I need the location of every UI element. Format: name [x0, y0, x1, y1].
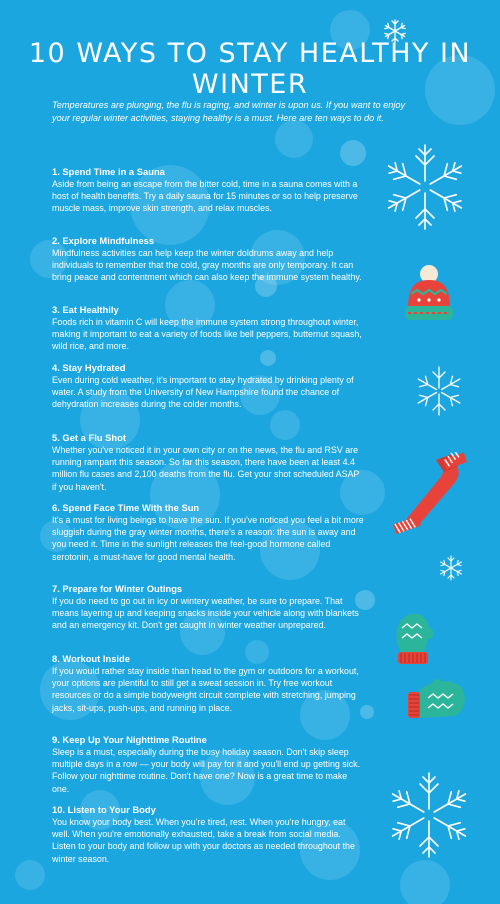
snowflake-icon — [384, 770, 474, 860]
snowflake-icon — [437, 554, 465, 582]
tip-item — [52, 432, 364, 493]
tip-body: Sleep is a must, especially during the busy holiday season. Don't skip sleep multiple days in a row — your body will pay for it and you'll end up getting sick. Follow your nighttime routine. Don't have one? Now is a great time to make one. — [52, 747, 361, 794]
mittens-icon — [406, 676, 468, 722]
tip-item — [52, 583, 364, 632]
intro-text: Temperatures are plunging, the flu is raging, and winter is upon us. If you want to enjoy your regular winter activities, staying healthy is a must. Here are ten ways to do it. — [52, 100, 406, 123]
bokeh-circle — [15, 860, 45, 890]
bokeh-circle — [275, 120, 313, 158]
page-title: 10 WAYS TO STAY HEALTHY IN WINTER — [28, 38, 472, 100]
tip-item — [52, 734, 364, 795]
snowflake-icon — [412, 364, 466, 418]
mittens-icon — [390, 606, 438, 668]
tip-body: Even during cold weather, it's important to stay hydrated by drinking plenty of water. A study from the University of New Hampshire found the chance of dehydration increases during the colder months. — [52, 375, 354, 410]
tip-body: Mindfulness activities can help keep the winter doldrums away and help individuals to remember that the cold, gray months are only temporary. It can bring peace and contentment which can also keep the immune system healthy. — [52, 248, 362, 283]
tip-title: 1. Spend Time in a Sauna — [52, 166, 165, 177]
tip-body: You know your body best. When you're tired, rest. When you're hungry, eat well. When you're emotionally exhausted, take a break from social media. Listen to your body and follow up with your doctors as needed throughout the winter season. — [52, 817, 355, 864]
tip-title: 4. Stay Hydrated — [52, 362, 126, 373]
bokeh-circle — [340, 140, 366, 166]
tip-title: 7. Prepare for Winter Outings — [52, 583, 183, 594]
tip-item — [52, 362, 364, 411]
tip-title: 9. Keep Up Your Nighttime Routine — [52, 734, 207, 745]
tip-title: 8. Workout Inside — [52, 653, 130, 664]
tip-title: 2. Explore Mindfulness — [52, 235, 155, 246]
tip-item — [52, 304, 364, 353]
tip-title: 5. Get a Flu Shot — [52, 432, 126, 443]
bokeh-circle — [400, 860, 450, 904]
tip-item — [52, 166, 364, 215]
tip-item — [52, 653, 364, 714]
tip-body: Aside from being an escape from the bitter cold, time in a sauna comes with a host of health benefits. Try a daily sauna for 15 minutes or so to help preserve muscle mass, improve skin strength, and relax muscles. — [52, 179, 358, 214]
snowflake-icon — [380, 142, 470, 232]
tip-body: It's a must for living beings to have the sun. If you've noticed you feel a bit more sluggish during the gray winter months, there's a reason: the sun is away and you need it. Time in the sunlight releases the feel-good hormone called serotonin, a must-have for good mental health. — [52, 515, 364, 562]
tip-body: If you do need to go out in icy or wintery weather, be sure to prepare. That means layering up and keeping snacks inside your vehicle along with blankets and an emergency kit. Don't get caught in winter weather unprepared. — [52, 596, 359, 631]
tip-item — [52, 502, 364, 563]
tip-title: 10. Listen to Your Body — [52, 804, 156, 815]
scarf-icon — [388, 452, 472, 544]
tip-body: Whether you've noticed it in your own city or on the news, the flu and RSV are running rampant this season. So far this season, there have been at least 4.4 million flu cases and 2,100 deaths from the flu. Get your shot scheduled ASAP if you haven't. — [52, 445, 360, 492]
tip-body: Foods rich in vitamin C will keep the immune system strong throughout winter, making it important to eat a variety of foods like bell peppers, butternut squash, wild rice, and more. — [52, 317, 362, 352]
tip-title: 6. Spend Face Time With the Sun — [52, 502, 200, 513]
tip-body: If you would rather stay inside than head to the gym or outdoors for a workout, your options are plentiful to still get a sweat session in. Try free workout resources or do a simple bodyweight circuit complete with stretching, jumping jacks, sit-ups, push-ups, and running in place. — [52, 666, 359, 713]
tip-item — [52, 235, 364, 284]
snowflake-icon — [382, 18, 408, 44]
tip-title: 3. Eat Healthily — [52, 304, 119, 315]
winter-hat-icon — [402, 264, 456, 330]
tip-item — [52, 804, 364, 865]
